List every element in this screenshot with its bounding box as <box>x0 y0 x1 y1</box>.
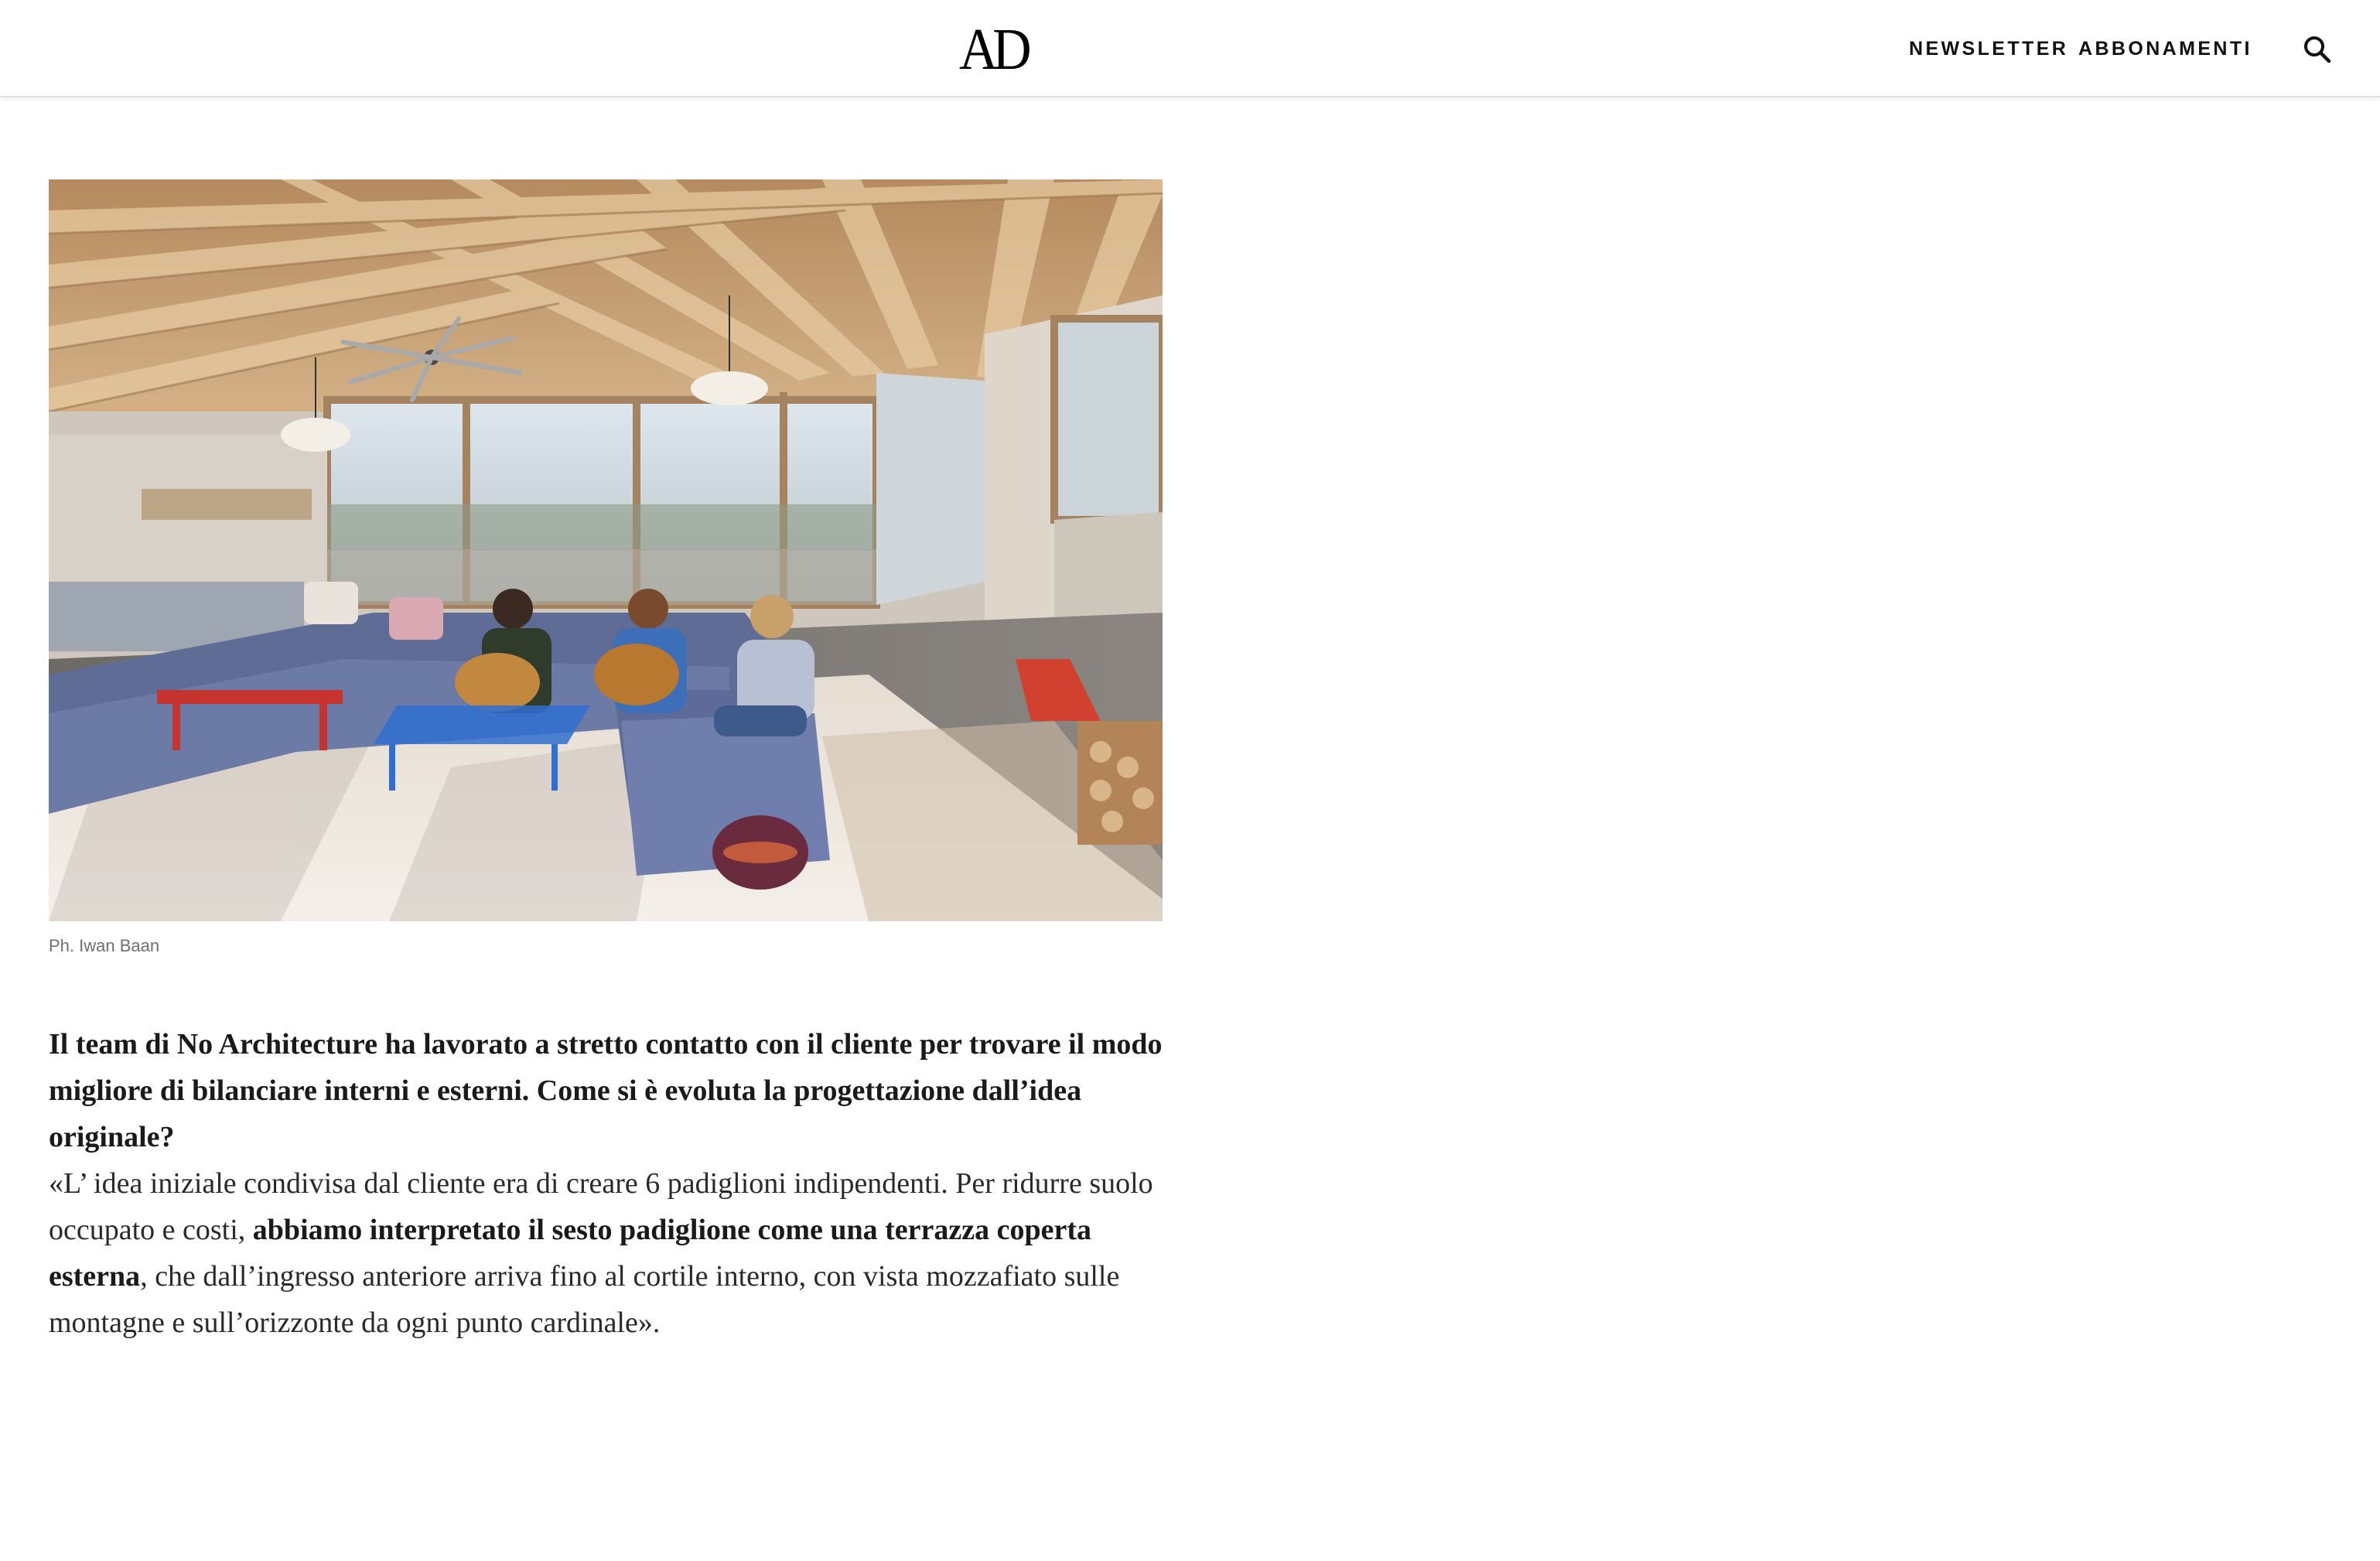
answer-text-part1: «L’ idea iniziale condivisa dal cliente era di creare 6 padiglioni indipendenti. Per ridurre suolo occupato e costi, <box>49 1167 1153 1246</box>
ad-logo[interactable]: AD <box>959 17 1026 82</box>
image-caption: Ph. Iwan Baan <box>49 936 160 955</box>
nav-subscriptions-link[interactable]: ABBONAMENTI <box>2078 38 2252 60</box>
nav-newsletter-link[interactable]: NEWSLETTER <box>1909 38 2069 60</box>
article-photo-living-room <box>49 179 1163 921</box>
photo-illustration <box>49 179 1163 921</box>
answer-text-part2: , che dall’ingresso anteriore arriva fino al cortile interno, con vista mozzafiato sulle montagne e sull’orizzonte da ogni punto cardinale». <box>49 1260 1120 1339</box>
search-icon <box>2302 34 2333 65</box>
interview-answer <box>49 1160 1170 1346</box>
site-header <box>0 0 2380 97</box>
answer-text-bold: abbiamo interpretato il sesto padiglione come una terrazza coperta esterna <box>49 1214 1092 1293</box>
interview-question: Il team di No Architecture ha lavorato a stretto contatto con il cliente per trovare il modo migliore di bilanciare interni e esterni. Come si è evoluta la progettazione dall’idea originale? <box>49 1028 1163 1153</box>
search-button[interactable] <box>2302 34 2333 65</box>
